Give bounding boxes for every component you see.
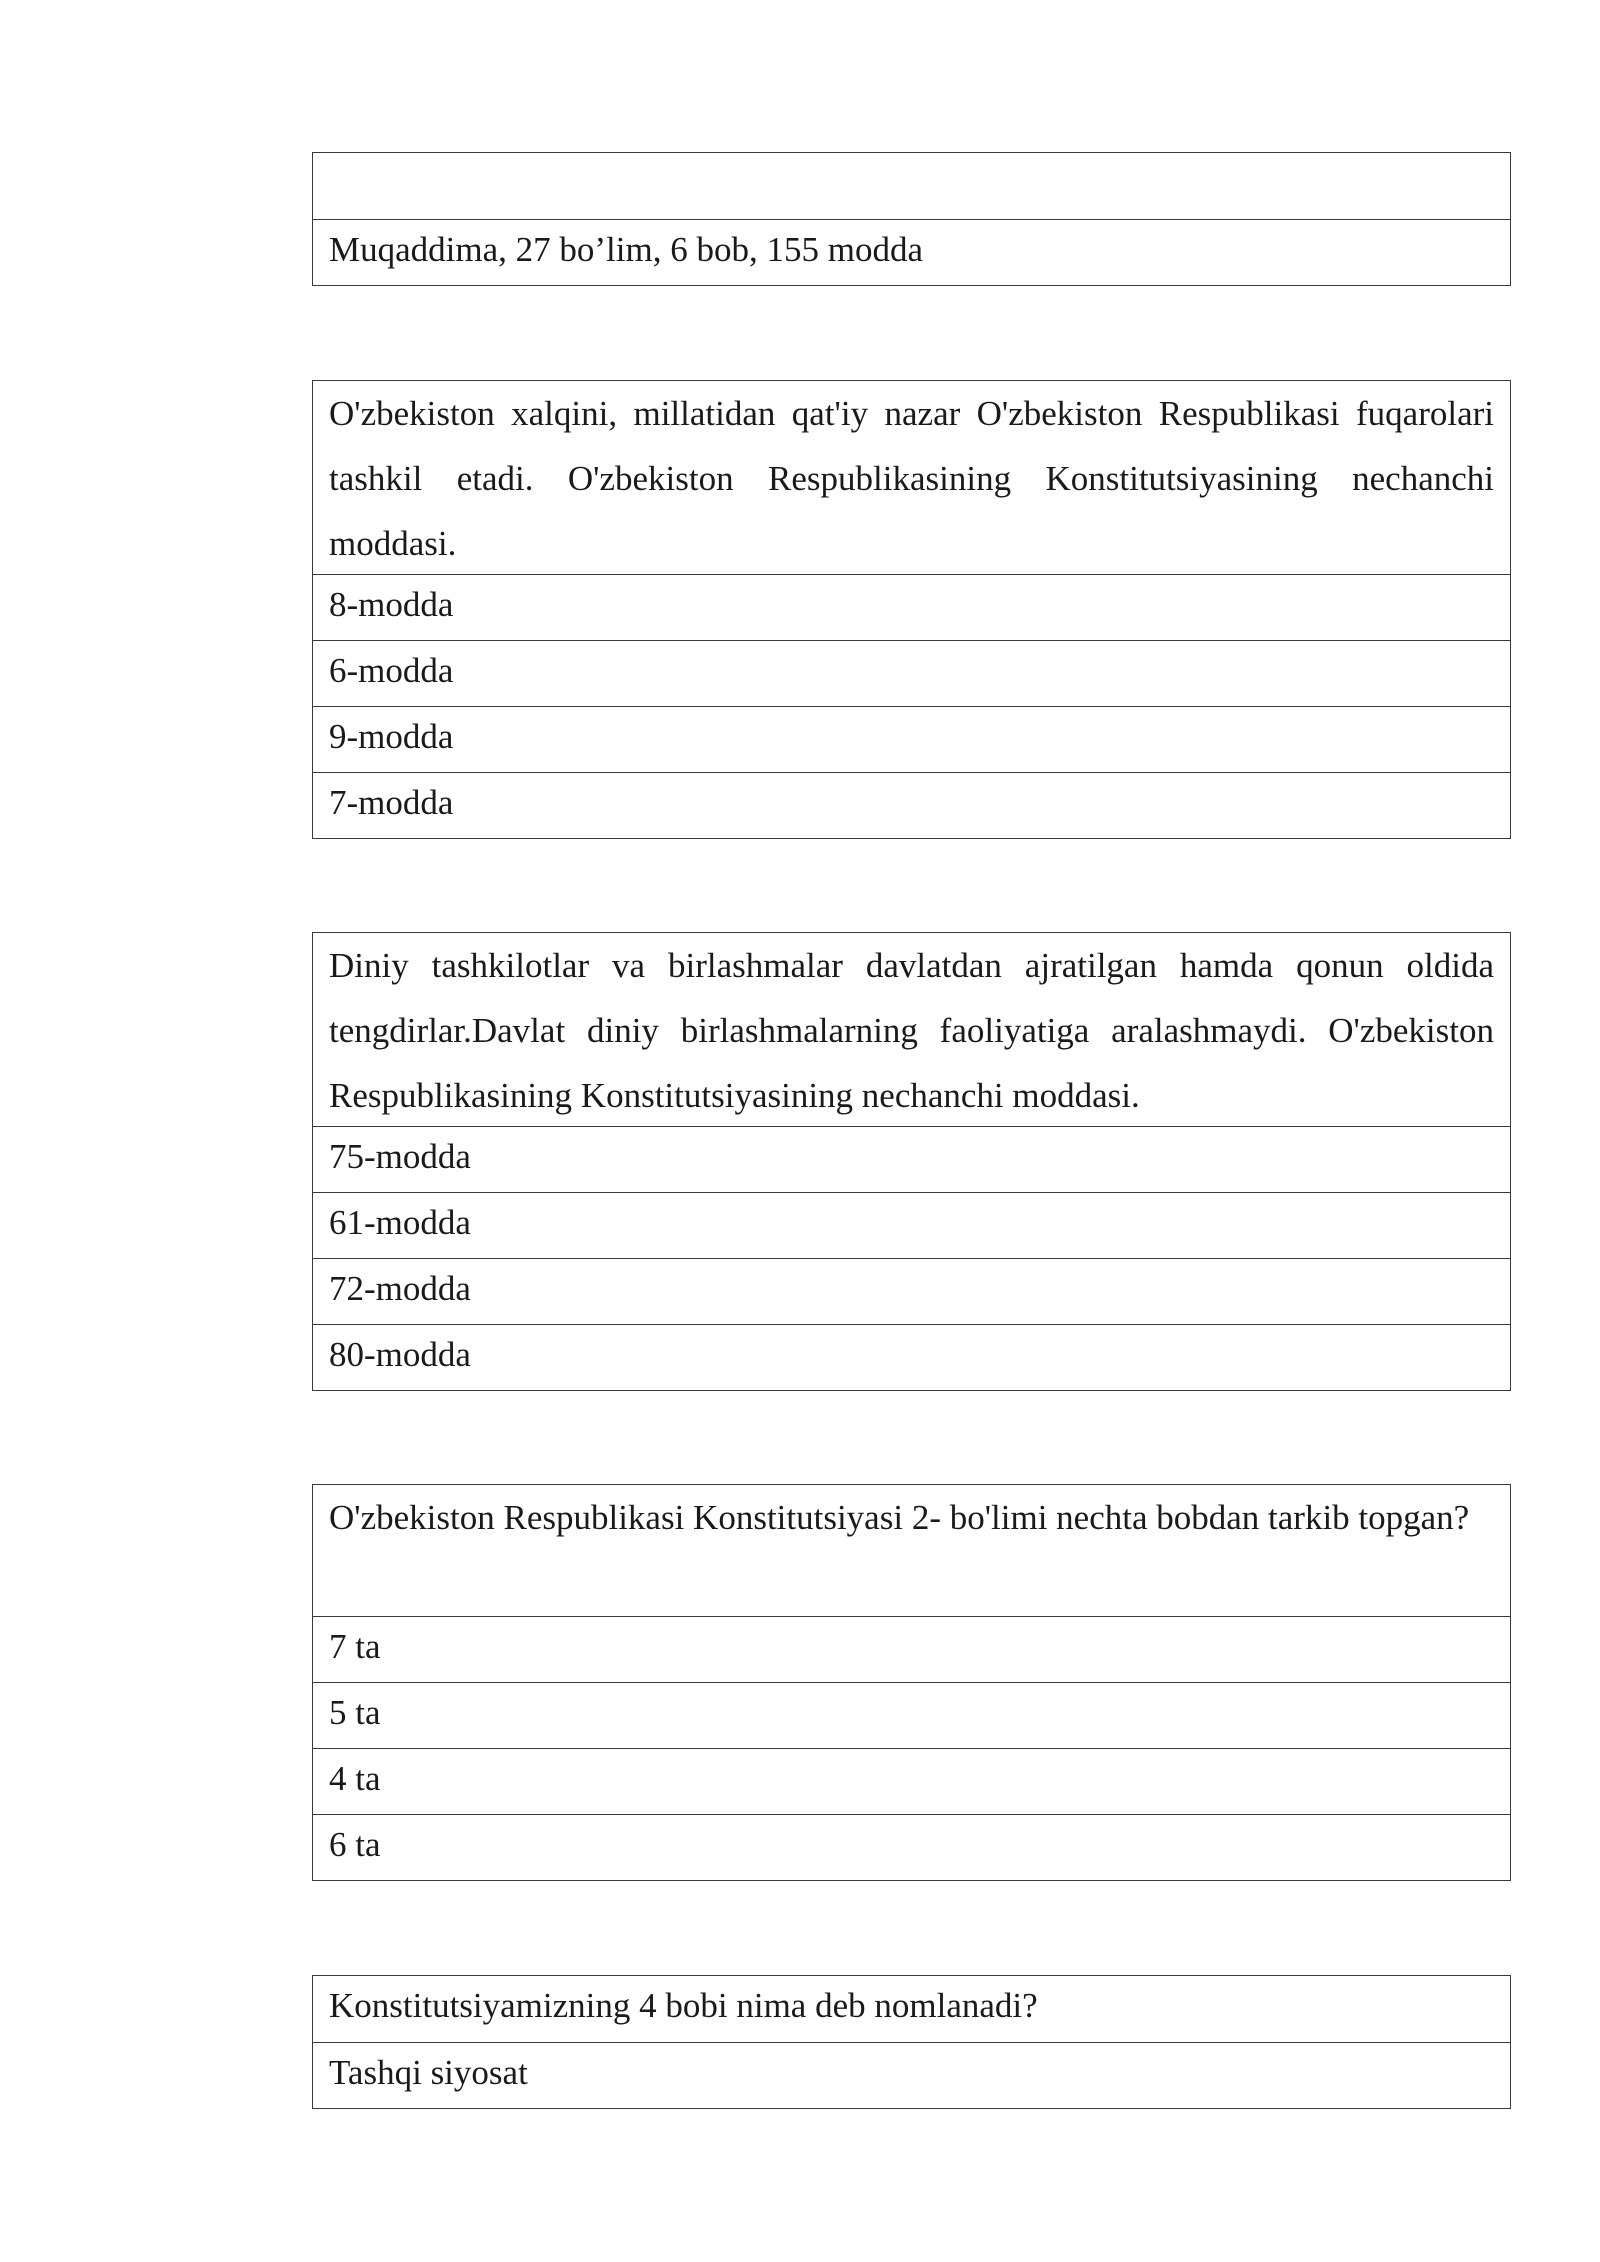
answer-option: 6 ta: [313, 1814, 1510, 1880]
question-block-5: [312, 1975, 1511, 2109]
answer-option: 61-modda: [313, 1192, 1510, 1258]
answer-option: Tashqi siyosat: [313, 2042, 1510, 2108]
answer-option: Muqaddima, 27 bo’lim, 6 bob, 155 modda: [313, 219, 1510, 285]
answer-option: 75-modda: [313, 1126, 1510, 1192]
answer-option: 6-modda: [313, 640, 1510, 706]
answer-option: 80-modda: [313, 1324, 1510, 1390]
answer-option: 9-modda: [313, 706, 1510, 772]
answer-option: 7 ta: [313, 1616, 1510, 1682]
answer-option: 7-modda: [313, 772, 1510, 838]
answer-option: 8-modda: [313, 574, 1510, 640]
question-text: O'zbekiston xalqini, millatidan qat'iy nazar O'zbekiston Respublikasi fuqarolari tashkil etadi. O'zbekiston Respublikasining Konstitutsiyasining nechanchi moddasi.: [329, 394, 1494, 563]
question-text: O'zbekiston Respublikasi Konstitutsiyasi 2- bo'limi nechta bobdan tarkib topgan?: [329, 1498, 1470, 1537]
question-block-4: [312, 1484, 1511, 1881]
question-block-1: [312, 152, 1511, 286]
question-block-3: [312, 932, 1511, 1391]
answer-option: 5 ta: [313, 1682, 1510, 1748]
question-text: [313, 153, 1510, 219]
answer-option: 4 ta: [313, 1748, 1510, 1814]
question-block-2: [312, 380, 1511, 839]
answer-option: 72-modda: [313, 1258, 1510, 1324]
question-text: Diniy tashkilotlar va birlashmalar davlatdan ajratilgan hamda qonun oldida tengdirlar.Davlat diniy birlashmalarning faoliyatiga aralashmaydi. O'zbekiston Respublikasining Konstitutsiyasining nechanchi moddasi.: [329, 946, 1494, 1115]
question-text: Konstitutsiyamizning 4 bobi nima deb nomlanadi?: [329, 1986, 1038, 2025]
